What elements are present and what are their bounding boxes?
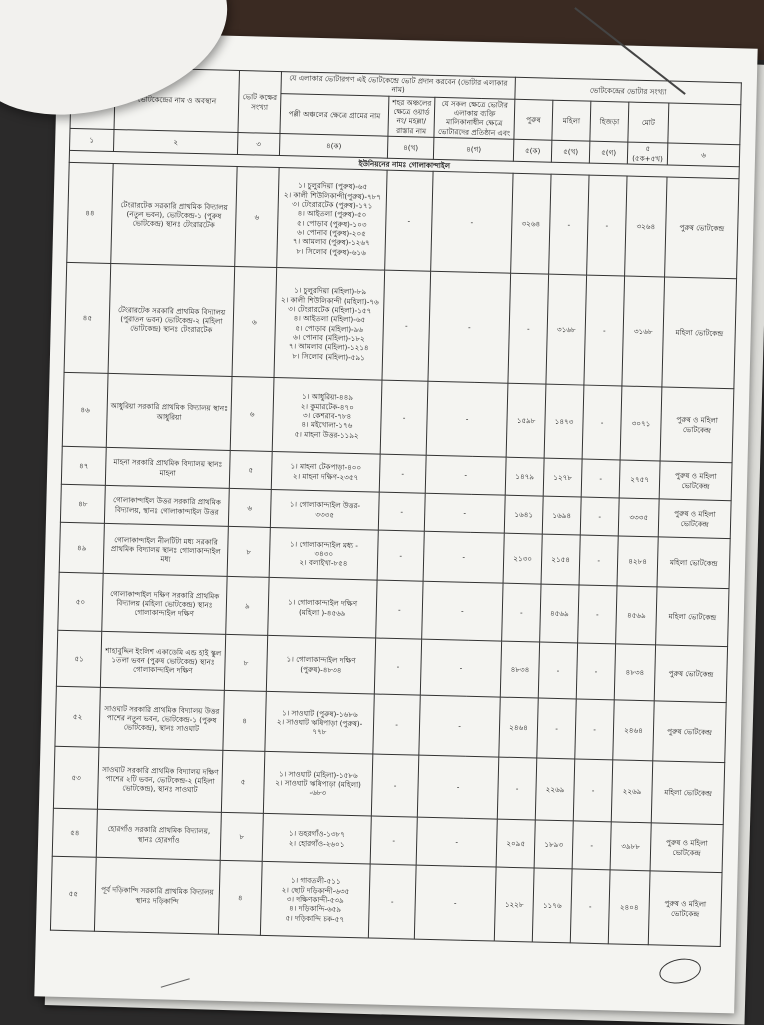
urban-area: -	[376, 580, 423, 639]
village-item: ১। চুলুরদিয়া (পুরুষ)-৬৫	[298, 180, 368, 192]
center-type: পুরুষ ভোটকেন্দ্র	[665, 177, 739, 279]
center-type: পুরুষ ও মহিলা ভোটকেন্দ্র	[658, 499, 731, 539]
center-type: পুরুষ ও মহিলা ভোটকেন্দ্র	[660, 387, 734, 463]
room-count: ৮	[224, 635, 267, 692]
village-list	[266, 636, 375, 695]
serial-number: ৫৪	[52, 808, 97, 857]
male-count: ৪৮৩৪	[500, 641, 539, 698]
village-item: ১। গোলাকান্দাইল উত্তর-	[289, 499, 361, 511]
male-count: -	[502, 583, 541, 642]
center-name: সাওঘাট সরকারি প্রাথমিক বিদ্যালয় দক্ষিণ পাশের ২টি ভবন, ভোটকেন্দ্র-২ (মহিলা ভোটকেন্দ্র), স্থানঃ সাওঘাট	[97, 748, 222, 813]
header-total: মোট	[628, 102, 669, 143]
village-item: ৭। আমলাব (মহিলা)-১২১৪	[288, 341, 369, 353]
village-item: ২। ছোট দড়িকান্দী-৬৩৫	[281, 885, 350, 896]
village-item: ১। গোলাকান্দাইল দক্ষিণ	[287, 597, 358, 609]
index-cell: ৬	[667, 143, 740, 166]
header-female: মহিলা	[552, 100, 591, 141]
male-count: ৩২৬৪	[511, 173, 551, 274]
village-item: (মহিলা )-৪৫৬৯	[298, 607, 346, 618]
hijra-count: -	[575, 699, 614, 760]
village-item: ১। গোলাকান্দাইল দক্ষিণ	[286, 654, 356, 666]
village-list	[262, 814, 371, 865]
center-name: গোলাকান্দাইল নীলটিটা মধ্য সরকারি প্রাথমিক বিদ্যালয় স্থানঃ গোলাকান্দাইল মধ্য	[103, 524, 228, 577]
center-type: মহিলা ভোটকেন্দ্র	[656, 587, 729, 647]
hijra-count: -	[579, 535, 618, 586]
female-count: ৩১৬৮	[546, 274, 587, 385]
male-count: -	[497, 757, 537, 820]
village-item: ৪। আইতলা (মহিলা)-৬৫	[293, 313, 366, 325]
village-item: (পুরুষ)-৪৮৩৪	[300, 664, 342, 675]
urban-area: -	[385, 170, 433, 271]
index-cell: ৫ (৫ক+৫খ)	[627, 142, 668, 165]
total-count: ৪৮৩৪	[614, 644, 655, 701]
serial-number: ৫৩	[53, 746, 99, 809]
male-count: -	[508, 273, 549, 384]
private-area: -	[423, 531, 504, 583]
header-last	[668, 103, 741, 145]
header-hijra: হিজড়া	[590, 101, 629, 142]
header-rural: পল্লী অঞ্চলের ক্ষেত্রে গ্রামের নাম	[280, 93, 389, 136]
hijra-count: -	[576, 643, 615, 700]
private-area: -	[425, 455, 506, 495]
center-type: পুরুষ ও মহিলা ভোটকেন্দ্র	[650, 823, 723, 873]
village-item: ৫। পোড়াব (মহিলা)-৯৬	[295, 323, 364, 334]
total-count: ২৪৬৪	[613, 700, 654, 761]
header-center-name: ভোটকেন্দ্রের নাম ও অবস্থান	[114, 68, 239, 133]
village-item: ১। ডহরগাঁও-১৩৮৭	[288, 828, 345, 840]
center-type: মহিলা ভোটকেন্দ্র	[657, 537, 730, 589]
room-count: ৬	[232, 267, 277, 378]
female-count: ১৬৯৪	[542, 496, 581, 535]
center-type: পুরুষ ও মহিলা ভোটকেন্দ্র	[648, 871, 722, 947]
village-item: ৩৩৩৫	[315, 509, 335, 520]
village-item: ৩৪৩০	[314, 549, 334, 559]
total-count: ২৭৫৭	[619, 460, 660, 499]
village-item: ১। চুলুরদিয়া (মহিলা)-৮৯	[294, 285, 367, 297]
center-name: সাওঘাট সরকারি প্রাথমিক বিদ্যালয় উত্তর পাশের নতুন ভবন, ভোটকেন্দ্র-১ (পুরুষ ভোটকেন্দ্র), স্থানঃ সাওঘাট	[99, 688, 224, 751]
center-name: শাহাবুদ্দিন ইংলিশ একাডেমি এন্ড হাই স্কুল ১তলা ভবন (পুরুষ ভোটকেন্দ্র) স্থানঃ গোলাকান্দাইল দক্ষিণ	[100, 632, 225, 691]
serial-number: ৪৬	[62, 373, 108, 448]
room-count: ৪	[218, 861, 262, 936]
village-item: ১। মাহনা টেকপাড়া-৪০০	[290, 461, 362, 473]
village-item: ১। আধুরিয়া-৪৪৯	[302, 391, 354, 403]
urban-area: -	[380, 380, 428, 455]
private-area: -	[426, 381, 508, 457]
hijra-count: -	[572, 821, 611, 870]
room-count: ৯	[226, 577, 269, 636]
index-cell: ৪(খ)	[387, 136, 434, 159]
center-name: হোরগাঁও সরকারি প্রাথমিক বিদ্যালয়, স্থানঃ হোরগাঁও	[96, 810, 221, 861]
urban-area: -	[377, 530, 424, 581]
serial-number: ৫২	[55, 686, 100, 747]
female-count: ২১৫৪	[541, 534, 580, 585]
female-count: ১৮৯৩	[534, 820, 573, 869]
center-type: পুরুষ ভোটকেন্দ্র	[654, 645, 727, 703]
table-row	[64, 263, 737, 389]
total-count: ৩৯৮৮	[610, 822, 651, 871]
village-list	[260, 862, 370, 939]
index-cell: ৫(খ)	[551, 140, 590, 163]
serial-number: ৪৪	[67, 163, 113, 264]
index-cell: ৩	[237, 133, 280, 156]
serial-number: ৫১	[56, 631, 101, 688]
private-area: -	[416, 817, 497, 867]
village-list	[274, 268, 385, 381]
hijra-count: -	[587, 175, 627, 276]
village-list	[270, 490, 379, 531]
male-count: ১৪৭৯	[505, 457, 544, 496]
village-list	[272, 378, 382, 455]
index-cell: ১	[69, 129, 114, 152]
table-row	[67, 163, 739, 279]
urban-area: -	[382, 270, 431, 381]
village-item: ১। গোলাকান্দাইল মধ্য -	[289, 539, 359, 550]
village-item: ২। সাওঘাট ঋষিপাড়া (পুরুষ)-	[276, 717, 363, 729]
village-item: ১। সাওঘাট (পুরুষ)-১৬৮৬	[281, 707, 358, 719]
village-item: ২। সাওঘাট ঋষিপাড়া (মহিলা)	[275, 778, 362, 790]
urban-area: -	[373, 694, 420, 755]
private-area: -	[414, 865, 496, 941]
village-item: ৪। আইতলা (পুরুষ)-৫০	[297, 208, 367, 220]
room-count: ৫	[229, 451, 272, 490]
village-item: ৫। মাহনা উত্তর-১১৯২	[294, 429, 359, 440]
hijra-count: -	[580, 497, 619, 536]
village-item: ২। মাহনা দক্ষিণ-২৩৫৭	[292, 471, 359, 482]
room-count: ৪	[223, 691, 266, 752]
village-list	[269, 528, 378, 581]
pen-scribble	[158, 969, 190, 988]
village-item: ৮। সিলোব (পুরুষ)-৬১৬	[296, 246, 366, 257]
center-name: গোলাকান্দাইল দক্ষিণ সরকারি প্রাথমিক বিদ্যালয় (মহিলা ভোটকেন্দ্র) স্থানঃ গোলাকান্দাইল দক্ষিণ	[102, 574, 227, 635]
village-list	[263, 752, 372, 817]
hijra-count: -	[573, 759, 613, 822]
village-item: ১। গাবতলী-৫১১	[290, 875, 341, 887]
total-count: ৩২৬৪	[625, 176, 667, 277]
room-count: ৫	[221, 751, 265, 814]
serial-number: ৫০	[58, 573, 103, 632]
village-item: ২। কালী শিউলিকান্দী (মহিলা)-৭৬	[280, 294, 379, 307]
female-count: ৪৫৬৯	[540, 584, 579, 643]
header-urban: শহর অঞ্চলের ক্ষেত্রে ওয়ার্ড নং/ মহল্লা/ রাস্তার নাম	[388, 96, 435, 138]
center-type: মহিলা ভোটকেন্দ্র	[662, 277, 737, 389]
hijra-count: -	[584, 275, 625, 386]
center-name: মাহনা সরকারি প্রাথমিক বিদ্যালয় স্থানঃ মাহনা	[105, 448, 230, 489]
center-type: পুরুষ ভোটকেন্দ্র	[653, 701, 727, 763]
male-count: ২০৯৫	[496, 819, 535, 868]
village-item: ৬। পোনাব (পুরুষ)-২০৫	[297, 227, 366, 239]
serial-number: ৪৮	[60, 485, 105, 524]
male-count: ২৪৬৪	[499, 697, 538, 758]
serial-number: ৪৫	[64, 263, 111, 374]
female-count: -	[549, 174, 589, 275]
private-area: -	[424, 493, 505, 533]
village-list	[271, 452, 380, 493]
room-count: ৬	[230, 377, 274, 452]
document-page	[34, 32, 757, 1014]
village-item: ৪। দড়িকান্দি-৬৫৯	[288, 903, 342, 915]
header-private: যে সকল ক্ষেত্রে ভোটার এলাকায় ব্যক্তি মালিকানাধীন ক্ষেত্রে ভোটারদের প্রতিষ্ঠান এবং	[434, 97, 515, 139]
serial-number: ৪৯	[59, 523, 104, 574]
hijra-count: -	[582, 385, 622, 460]
room-count: ৮	[220, 813, 263, 862]
village-item: ৫। দড়িকান্দি চক-৫৭	[285, 913, 345, 924]
total-count: ৩০৭১	[620, 386, 662, 461]
center-type: পুরুষ ও মহিলা ভোটকেন্দ্র	[659, 461, 732, 501]
village-item: ৭৭৮	[312, 727, 327, 737]
private-area: -	[417, 755, 499, 819]
village-item: ৭। আমলাব (পুরুষ)-১২৬৭	[292, 236, 370, 248]
village-item: ৩। দক্ষিণকান্দী-৫৩৯	[286, 894, 344, 905]
total-count: ৪৫৬৯	[616, 586, 657, 645]
village-list	[277, 168, 387, 271]
private-area: -	[431, 172, 513, 274]
village-item: ৩। টেংরারটেক (পুরুষ)-১৭১	[292, 199, 373, 211]
header-area-group: যে এলাকার ভোটারগণ এই ভোটকেন্দ্রে ভোট প্রদান করবেন (ভোটার এলাকার নাম)	[281, 72, 516, 99]
urban-area: -	[374, 638, 421, 695]
hijra-count: -	[578, 585, 617, 644]
female-count: -	[537, 698, 576, 759]
serial-number: ৫৫	[50, 856, 96, 931]
village-item: ৫। পোড়াব (পুরুষ)-১০৩	[296, 218, 367, 229]
total-count: ৩১৬৮	[622, 276, 665, 387]
female-count: ১১৭৬	[532, 868, 572, 943]
private-area: -	[419, 695, 500, 757]
index-cell: ৫(গ)	[589, 141, 628, 164]
center-name: পূর্ব দড়িকান্দি সরকারি প্রাথমিক বিদ্যালয় স্থানঃ দড়িকান্দি	[94, 858, 220, 935]
hijra-count: -	[581, 459, 620, 498]
private-area: -	[420, 639, 501, 697]
village-list	[265, 692, 374, 755]
male-count: ১৬৪১	[504, 495, 543, 534]
header-room-count: ভোট কক্ষের সংখ্যা	[238, 71, 282, 134]
serial-number: ৪৭	[61, 447, 106, 486]
village-item: -৬৮৩	[309, 788, 327, 798]
private-area: -	[422, 581, 503, 641]
center-name: টেংরারটেক সরকারি প্রাথমিক বিদ্যালয় (পুরাতন ভবন) ভোটকেন্দ্র-২ (মহিলা ভোটকেন্দ্র) স্থানঃ টেংরারটেক	[108, 264, 235, 377]
table-row	[50, 856, 722, 946]
room-count: ৬	[228, 489, 271, 528]
village-item: ২। কুমারটেক-৪৭০	[300, 401, 354, 412]
urban-area: -	[379, 454, 426, 493]
room-count: ৬	[235, 167, 279, 268]
polling-center-table	[50, 66, 742, 947]
private-area: -	[428, 272, 511, 384]
male-count: ১৫৯৮	[506, 383, 546, 458]
total-count: ৪২৮৪	[617, 536, 658, 587]
village-item: ২। বলাইখা-৮৫৪	[299, 558, 348, 569]
signature-mark	[657, 955, 703, 986]
female-count: ১২৭৮	[543, 458, 582, 497]
index-cell: ৫(ক)	[513, 139, 552, 162]
female-count: -	[538, 642, 577, 699]
female-count: ১৪৭৩	[544, 384, 584, 459]
hijra-count: -	[570, 869, 610, 944]
index-cell: ২	[113, 130, 237, 155]
village-item: ৮। সিলোব (মহিলা)-৫৯১	[292, 351, 365, 362]
index-cell: ৪(ক)	[279, 134, 387, 158]
village-item: ৩। কেশরাব-৭৮৪	[302, 410, 352, 421]
total-count: ৩৩৩৫	[618, 498, 659, 537]
total-count: ২৪০৪	[608, 870, 650, 945]
center-name: টেংরারটেক সরকারি প্রাথমিক বিদ্যালয় (নতুন ভবন), ভোটকেন্দ্র-১ (পুরুষ ভোটকেন্দ্র) স্থানঃ টেংরারটেক	[111, 164, 237, 267]
index-cell: ৪(গ)	[433, 137, 514, 161]
total-count: ২২৬৯	[611, 760, 653, 823]
urban-area: -	[371, 754, 419, 817]
urban-area: -	[378, 492, 425, 531]
male-count: ২১৩০	[503, 533, 542, 584]
room-count: ৮	[227, 527, 270, 578]
female-count: ২২৬৯	[535, 758, 575, 821]
center-name: আধুরিয়া সরকারি প্রাথমিক বিদ্যালয় স্থানঃ আধুরিয়া	[106, 374, 232, 451]
village-item: ৩। টেংরারটেক (মহিলা)-১৫৭	[288, 304, 372, 316]
center-name: গোলাকান্দাইল উত্তর সরকারি প্রাথমিক বিদ্যালয়, স্থানঃ গোলাকান্দাইল উত্তর	[104, 486, 229, 527]
center-type: মহিলা ভোটকেন্দ্র	[651, 761, 725, 825]
village-item: ২। কালী শিউলিকান্দী(পুরুষ)-৭৮৭	[283, 189, 382, 202]
male-count: ১২২৮	[494, 867, 534, 942]
village-item: ১। সাওঘাট (মহিলা)-১৫৮৬	[278, 768, 358, 780]
header-male: পুরুষ	[514, 99, 553, 140]
urban-area: -	[370, 816, 417, 865]
village-item: ৬। পোনাব (মহিলা)-১৮২	[293, 332, 365, 344]
village-list	[268, 578, 377, 639]
village-item: ৪। মইখোলা-১৭৬	[301, 420, 353, 431]
union-title: ইউনিয়নের নামঃ গোলাকান্দাইল	[69, 150, 739, 179]
village-item: ২। হোরগাঁও-২৬০১	[288, 838, 345, 849]
urban-area: -	[368, 864, 416, 939]
header-count-group: ভোটকেন্দ্রের ভোটার সংখ্যা	[515, 77, 742, 104]
